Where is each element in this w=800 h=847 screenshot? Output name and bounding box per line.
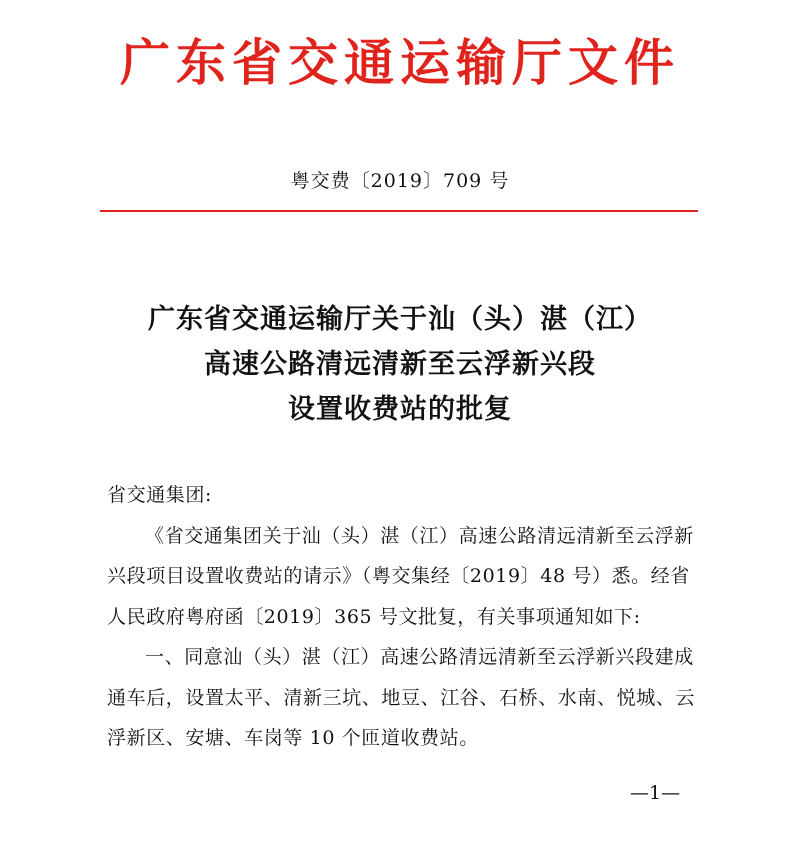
body-paragraph-1: 《省交通集团关于汕（头）湛（江）高速公路清远清新至云浮新兴段项目设置收费站的请示》（粤交集经〔2019〕48 号）悉。经省人民政府粤府函〔2019〕365 号文批复，有关事项通知如下: [107, 524, 694, 628]
title-line-2: 高速公路清远清新至云浮新兴段 [204, 349, 596, 380]
title-line-1: 广东省交通运输厅关于汕（头）湛（江） [148, 304, 652, 335]
page-number: —1— [630, 782, 681, 804]
body-paragraph-2: 一、同意汕（头）湛（江）高速公路清远清新至云浮新兴段建成通车后，设置太平、清新三坑、地豆、江谷、石桥、水南、悦城、云浮新区、安塘、车岗等 10 个匝道收费站。 [107, 646, 696, 749]
addressee: 省交通集团: [107, 484, 213, 506]
document-title [0, 297, 800, 432]
red-divider-line [100, 210, 698, 212]
document-masthead: 广东省交通运输厅文件 [120, 34, 680, 92]
document-number: 粤交费〔2019〕709 号 [290, 170, 510, 192]
title-line-3: 设置收费站的批复 [288, 394, 512, 425]
document-body [107, 475, 707, 759]
